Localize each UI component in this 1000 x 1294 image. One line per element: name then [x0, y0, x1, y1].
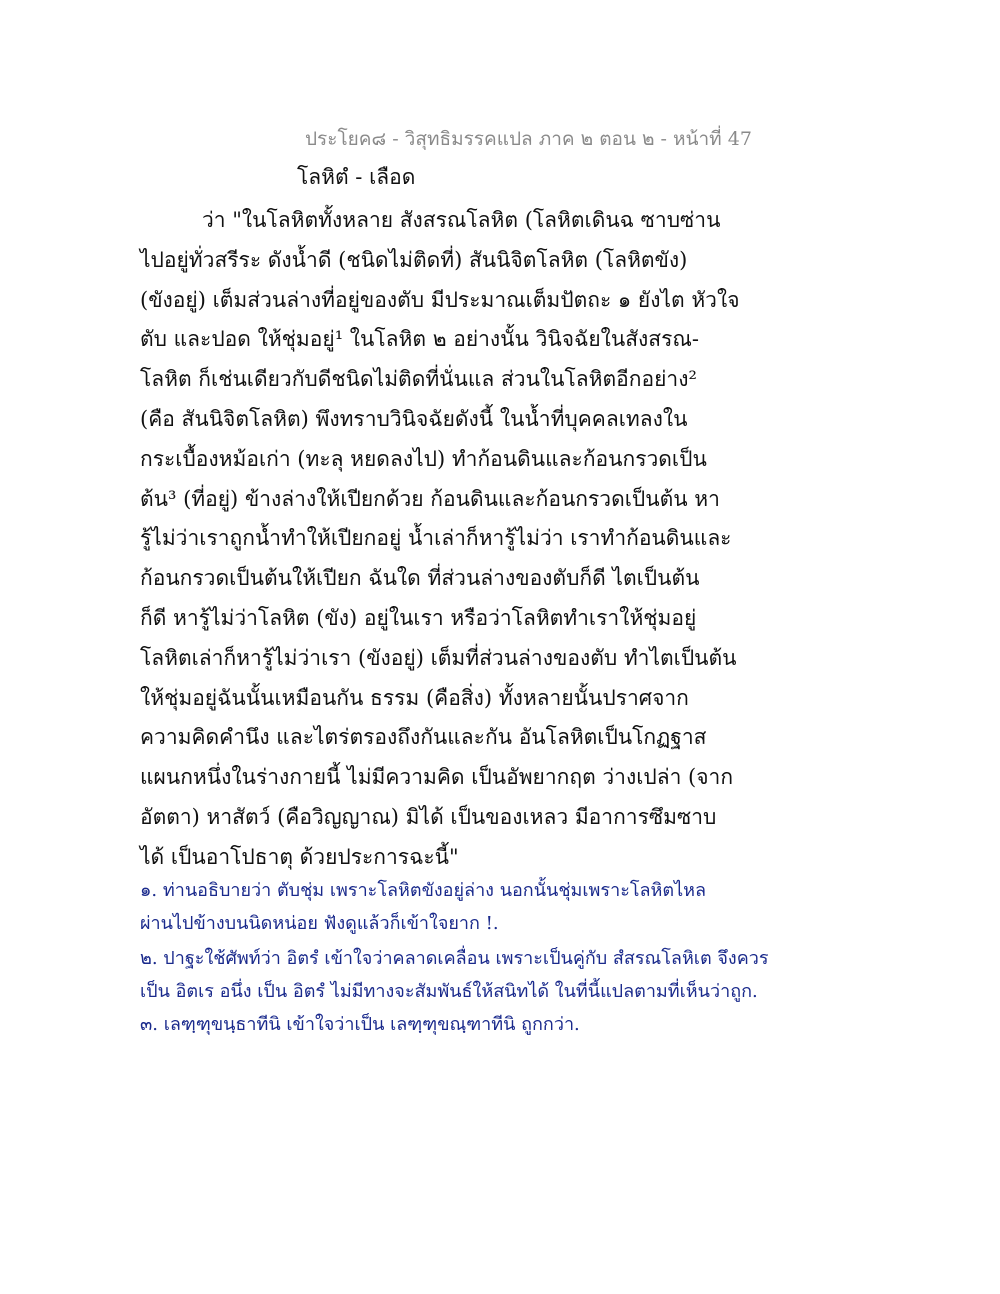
body-line: ว่า "ในโลหิตทั้งหลาย สังสรณโลหิต (โลหิตเดินฉ ซาบซ่าน: [202, 208, 721, 232]
body-line: ไปอยู่ทั่วสรีระ ดังน้ำดี (ชนิดไม่ติดที่) สันนิจิตโลหิต (โลหิตขัง): [140, 247, 688, 272]
body-line: ก็ดี หารู้ไม่ว่าโลหิต (ขัง) อยู่ในเรา หรือว่าโลหิตทำเราให้ชุ่มอยู่: [140, 605, 697, 630]
body-line: (ขังอยู่) เต็มส่วนล่างที่อยู่ของตับ มีประมาณเต็มปัตถะ ๑ ยังไต หัวใจ: [140, 287, 740, 312]
section-title: โลหิตํ - เลือด: [297, 165, 416, 189]
body-line: ตับ และปอด ให้ชุ่มอยู่¹ ในโลหิต ๒ อย่างนั้น วินิจฉัยในสังสรณ-: [140, 327, 699, 352]
body-text: [140, 201, 860, 878]
body-line: ความคิดคำนึง และไตร่ตรองถึงกันและกัน อันโลหิตเป็นโกฏฐาส: [140, 725, 707, 750]
running-header: ประโยค๘ - วิสุทธิมรรคแปล ภาค ๒ ตอน ๒ - หน้าที่ 47: [305, 128, 752, 150]
body-line: (คือ สันนิจิตโลหิต) พึงทราบวินิจฉัยดังนี้ ในน้ำที่บุคคลเทลงใน: [140, 406, 688, 431]
body-line: โลหิต ก็เช่นเดียวกับดีชนิดไม่ติดที่นั่นแล ส่วนในโลหิตอีกอย่าง²: [140, 367, 697, 392]
footnote-line: เป็น อิตเร อนึ่ง เป็น อิตรํ ไม่มีทางจะสัมพันธ์ให้สนิทได้ ในที่นี้แปลตามที่เห็นว่าถูก.: [140, 981, 758, 1002]
footnote-line: ๑. ท่านอธิบายว่า ตับชุ่ม เพราะโลหิตขังอยู่ล่าง นอกนั้นชุ่มเพราะโลหิตไหล: [140, 880, 707, 901]
body-line: แผนกหนึ่งในร่างกายนี้ ไม่มีความคิด เป็นอัพยากฤต ว่างเปล่า (จาก: [140, 765, 734, 790]
body-line: ได้ เป็นอาโปธาตุ ด้วยประการฉะนี้": [140, 844, 459, 869]
body-line: ต้น³ (ที่อยู่) ข้างล่างให้เปียกด้วย ก้อนดินและก้อนกรวดเป็นต้น หา: [140, 486, 720, 511]
footnotes: [140, 874, 860, 1041]
body-line: อัตตา) หาสัตว์ (คือวิญญาณ) มิได้ เป็นของเหลว มีอาการซึมซาบ: [140, 804, 717, 829]
footnote-line: ๓. เลฑฺฑุขนฺธาทีนิ เข้าใจว่าเป็น เลฑฺฑุขณฺฑาทีนิ ถูกกว่า.: [140, 1014, 580, 1035]
body-line: ก้อนกรวดเป็นต้นให้เปียก ฉันใด ที่ส่วนล่างของตับก็ดี ไตเป็นต้น: [140, 566, 700, 591]
body-line: รู้ไม่ว่าเราถูกน้ำทำให้เปียกอยู่ น้ำเล่าก็หารู้ไม่ว่า เราทำก้อนดินและ: [140, 526, 732, 551]
body-line: กระเบื้องหม้อเก่า (ทะลุ หยดลงไป) ทำก้อนดินและก้อนกรวดเป็น: [140, 446, 707, 471]
body-line: ให้ชุ่มอยู่ฉันนั้นเหมือนกัน ธรรม (คือสิ่ง) ทั้งหลายนั้นปราศจาก: [140, 685, 689, 710]
footnote-line: ๒. ปาฐะใช้ศัพท์ว่า อิตรํ เข้าใจว่าคลาดเคลื่อน เพราะเป็นคู่กับ สํสรณโลหิเต จึงควร: [140, 948, 769, 969]
body-line: โลหิตเล่าก็หารู้ไม่ว่าเรา (ขังอยู่) เต็มที่ส่วนล่างของตับ ทำไตเป็นต้น: [140, 645, 737, 670]
footnote-line: ผ่านไปข้างบนนิดหน่อย ฟังดูแล้วก็เข้าใจยาก !.: [140, 913, 499, 934]
